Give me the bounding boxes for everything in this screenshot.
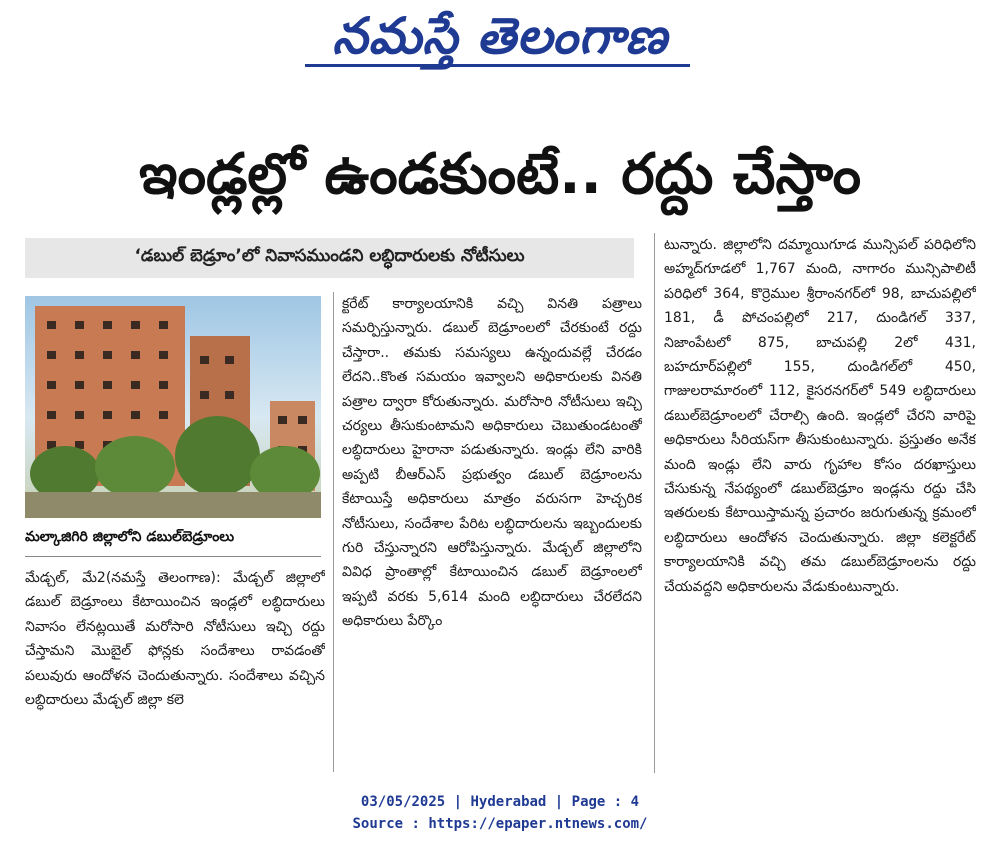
masthead-underline xyxy=(305,64,690,67)
subheadline: ‘డబుల్ బెడ్రూం’లో నివాసముండని లబ్ధిదారులకు నోటీసులు xyxy=(25,238,634,278)
masthead-logo xyxy=(0,0,1000,84)
article-column-3: టున్నారు. జిల్లాలోని దమ్మాయిగూడ మున్సిపల్ పరిధిలోని అహ్మద్‌గూడలో 1,767 మంది, నాగారం మున్సిపాలిటీ పరిధిలో 364, కొర్రెముల శ్రీరాంనగర్‌లో 98, బాచుపల్లిలో 181, డీ పోచంపల్లిలో 217, దుండిగల్ 337, నిజాంపేటలో 875, బాచుపల్లి 2లో 431, బహదూర్‌పల్లిలో 155, దుండిగల్‌లో 450, గాజులరామారంలో 112, కైసరనగర్‌లో 549 లబ్ధిదారులు డబుల్‌బెడ్రూంలలో చేరాల్సి ఉంది. ఇండ్లలో చేరని వారిపై అధికారులు సీరియస్‌గా తీసుకుంటున్నారు. ప్రస్తుతం అనేక మంది ఇండ్లు లేని వారు గృహాల కోసం దరఖాస్తులు చేసుకున్న నేపథ్యంలో డబుల్‌బెడ్రూం ఇండ్లను రద్దు చేసి ఇతరులకు కేటాయిస్తామన్న ప్రచారం జరుగుతున్న క్రమంలో లబ్ధిదారులు ఆందోళన చెందుతున్నారు. జిల్లా కలెక్టరేట్ కార్యాలయానికి వచ్చి తమ డబుల్‌బెడ్రూంలను రద్దు చేయవద్దని అధికారులను వేడుకుంటున్నారు. xyxy=(664,237,976,595)
photo-caption: మల్కాజిగిరి జిల్లాలోని డబుల్‌బెడ్రూంలు xyxy=(25,520,321,557)
column-divider xyxy=(333,292,334,772)
tree-shape xyxy=(95,436,175,498)
tree-shape xyxy=(175,416,260,496)
column-divider xyxy=(654,233,655,773)
article-photo xyxy=(25,296,321,518)
headline: ఇండ్లల్లో ఉండకుంటే.. రద్దు చేస్తాం xyxy=(138,142,862,207)
footer-source-line: Source : https://epaper.ntnews.com/ xyxy=(352,816,648,832)
masthead-title: నమస్తే తెలంగాణ xyxy=(332,6,668,65)
footer-date-line: 03/05/2025 | Hyderabad | Page : 4 xyxy=(360,794,640,810)
article-column-1: మేడ్చల్, మే2(నమస్తే తెలంగాణ): మేడ్చల్ జిల్లాలో డబుల్ బెడ్రూంలు కేటాయించిన ఇండ్లలో లబ్ధిదారులు నివాసం లేనట్లయితే మరోసారి నోటీసులు ఇచ్చి రద్దు చేస్తామని మొబైల్ ఫోన్లకు సందేశాలు రావడంతో పలువురు ఆందోళన చెందుతున్నారు. సందేశాలు వచ్చిన లబ్ధిదారులు మేడ్చల్ జిల్లా కలె xyxy=(25,570,325,709)
ground-shape xyxy=(25,492,321,518)
article-column-2: క్టరేట్ కార్యాలయానికి వచ్చి వినతి పత్రాలు సమర్పిస్తున్నారు. డబుల్ బెడ్రూంలలో చేరకుంటే రద్దు చేస్తారా.. తమకు సమస్యలు ఉన్నందువల్లే చేరడం లేదని..కొంత సమయం ఇవ్వాలని అధికారులకు వినతి పత్రాల ద్వారా కోరుతున్నారు. మరోసారి నోటీసులు ఇచ్చి చర్యలు తీసుకుంటామని అధికారులు చెబుతుండటంతో లబ్ధిదారులు హైరానా పడుతున్నారు. ఇండ్లు లేని వారికి అప్పటి బీఆర్ఎస్ ప్రభుత్వం డబుల్ బెడ్రూంలను కేటాయిస్తే అధికారులు మాత్రం వరుసగా హెచ్చరిక నోటీసులు, సందేశాల పేరిట లబ్ధిదారులను ఇబ్బందులకు గురి చేస్తున్నారని ఆరోపిస్తున్నారు. మేడ్చల్ జిల్లాలోని వివిధ ప్రాంతాల్లో కేటాయించిన డబుల్ బెడ్రూంలలో ఇప్పటి వరకు 5,614 మంది లబ్ధిదారులు చేరలేదని అధికారులు పేర్కొం xyxy=(342,296,642,630)
